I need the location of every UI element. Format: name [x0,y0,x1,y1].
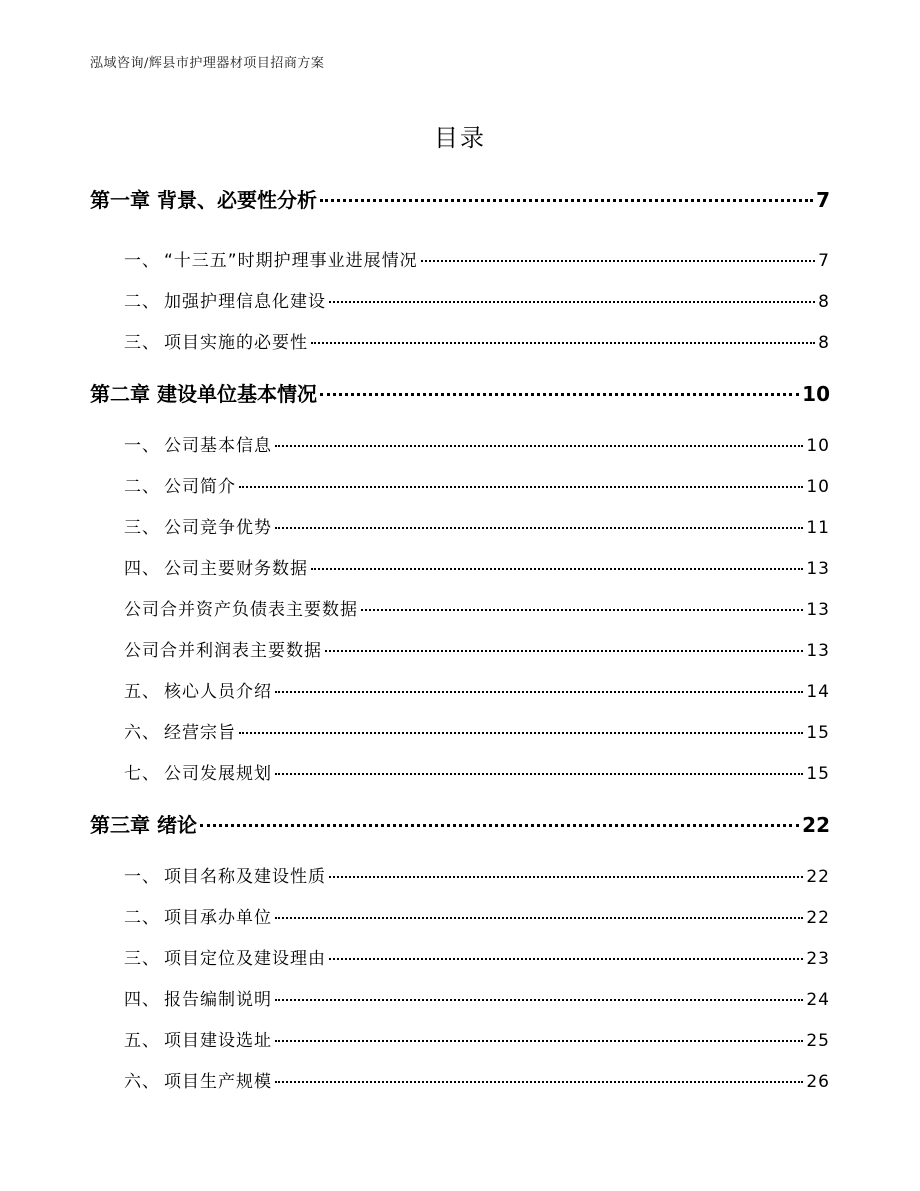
toc-page-number: 8 [818,333,830,353]
leader-dots [239,732,803,734]
toc-section[interactable] [90,595,830,620]
toc-page-number: 11 [806,518,830,538]
toc-section-number: 二、 [124,908,160,928]
toc-section-number: 五、 [124,682,160,702]
toc-page-number: 22 [802,813,830,837]
leader-dots [275,773,803,775]
toc-section-number: 一、 [124,436,160,456]
leader-dots [311,568,803,570]
leader-dots [275,527,803,529]
toc-page-number: 26 [806,1072,830,1092]
toc-section-number: 三、 [124,949,160,969]
leader-dots [361,609,803,611]
toc-page-number: 10 [806,436,830,456]
toc-section-number: 一、 [124,867,160,887]
toc-section-label: 项目生产规模 [164,1072,272,1092]
leader-dots [239,486,803,488]
toc-section[interactable] [90,246,830,271]
toc-page-number: 13 [806,559,830,579]
toc-section-label: 项目名称及建设性质 [164,867,326,887]
toc-section-number: 五、 [124,1031,160,1051]
leader-dots [329,876,803,878]
toc-section[interactable] [90,636,830,661]
toc-section-number: 二、 [124,477,160,497]
toc-section[interactable] [90,431,830,456]
toc-section[interactable] [90,472,830,497]
toc-section[interactable] [90,718,830,743]
toc-section-label: 公司合并利润表主要数据 [124,641,322,661]
toc-page-number: 24 [806,990,830,1010]
toc-section-label: 公司简介 [164,477,236,497]
toc-section[interactable] [90,287,830,312]
toc-section-number: 二、 [124,292,160,312]
toc-page-number: 10 [806,477,830,497]
toc-section-label: “十三五”时期护理事业进展情况 [164,251,418,271]
leader-dots [200,824,799,827]
leader-dots [275,1081,803,1083]
toc-section[interactable] [90,985,830,1010]
leader-dots [275,1040,803,1042]
toc-chapter-3[interactable] [90,809,830,838]
leader-dots [421,260,816,262]
toc-section-number: 四、 [124,990,160,1010]
toc-section[interactable] [90,513,830,538]
leader-dots [311,342,815,344]
page-header: 泓域咨询/辉县市护理器材项目招商方案 [90,56,325,71]
toc-page-number: 15 [806,764,830,784]
toc-section-label: 公司主要财务数据 [164,559,308,579]
leader-dots [275,691,803,693]
toc-section-number: 六、 [124,723,160,743]
toc-page-number: 25 [806,1031,830,1051]
leader-dots [329,958,803,960]
toc-section-label: 项目建设选址 [164,1031,272,1051]
toc-section[interactable] [90,677,830,702]
toc-section[interactable] [90,1067,830,1092]
toc-page-number: 10 [802,382,830,406]
toc-section-label: 项目承办单位 [164,908,272,928]
toc-section-number: 一、 [124,251,160,271]
toc-section-label: 经营宗旨 [164,723,236,743]
leader-dots [325,650,803,652]
toc-section-number: 三、 [124,518,160,538]
leader-dots [275,445,803,447]
toc-section[interactable] [90,1026,830,1051]
leader-dots [275,917,803,919]
toc-section-label: 报告编制说明 [164,990,272,1010]
toc-page-number: 23 [806,949,830,969]
toc-section-number: 七、 [124,764,160,784]
toc-chapter-label: 第三章 绪论 [90,813,197,837]
toc-page-number: 7 [816,188,830,212]
toc-section[interactable] [90,328,830,353]
toc-section-label: 公司合并资产负债表主要数据 [124,600,358,620]
toc-chapter-1[interactable] [90,184,830,213]
toc-page-number: 7 [818,251,830,271]
toc-page-number: 22 [806,867,830,887]
toc-section-label: 核心人员介绍 [164,682,272,702]
toc-chapter-2[interactable] [90,378,830,407]
toc-section-label: 项目实施的必要性 [164,333,308,353]
toc-section-label: 项目定位及建设理由 [164,949,326,969]
toc-section[interactable] [90,944,830,969]
leader-dots [320,199,813,202]
toc-section[interactable] [90,759,830,784]
toc-page-number: 14 [806,682,830,702]
toc-chapter-label: 第二章 建设单位基本情况 [90,382,317,406]
toc-section-number: 三、 [124,333,160,353]
leader-dots [275,999,803,1001]
toc-page-number: 13 [806,600,830,620]
toc-page-number: 13 [806,641,830,661]
toc-title: 目录 [434,124,486,152]
toc-section[interactable] [90,903,830,928]
toc-section-label: 加强护理信息化建设 [164,292,326,312]
toc-section[interactable] [90,862,830,887]
toc-section[interactable] [90,554,830,579]
toc-section-label: 公司基本信息 [164,436,272,456]
leader-dots [329,301,815,303]
toc-page-number: 22 [806,908,830,928]
toc-section-number: 六、 [124,1072,160,1092]
toc-page-number: 8 [818,292,830,312]
toc-section-number: 四、 [124,559,160,579]
leader-dots [320,393,799,396]
toc-chapter-label: 第一章 背景、必要性分析 [90,188,317,212]
toc-section-label: 公司发展规划 [164,764,272,784]
toc-section-label: 公司竞争优势 [164,518,272,538]
toc-page-number: 15 [806,723,830,743]
